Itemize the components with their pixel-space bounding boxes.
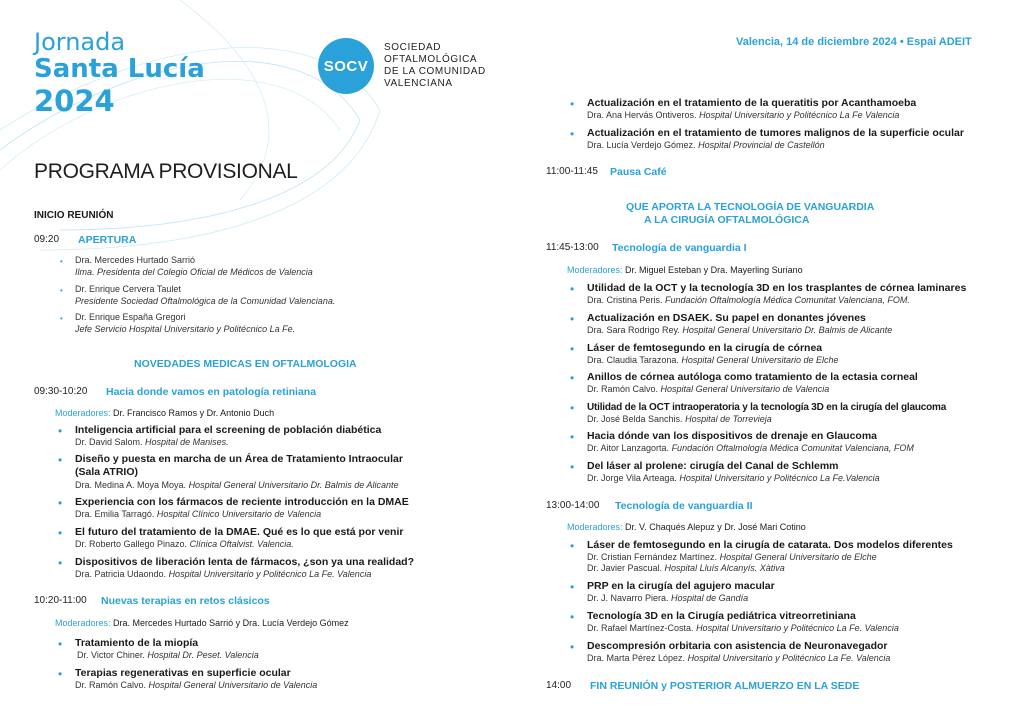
talk-speaker [75, 480, 398, 491]
talk-speaker [587, 414, 772, 425]
speaker-name: Dr. Rafael Martínez-Costa. [587, 623, 694, 633]
apertura-role [75, 267, 313, 278]
speaker-institution: Hospital Provincial de Castellón [698, 140, 825, 150]
bullet-icon: • [570, 127, 575, 141]
talk-speaker [587, 325, 892, 336]
talk-title: Utilidad de la OCT intraoperatoria y la tecnología 3D en la cirugía del glaucoma [587, 402, 947, 413]
bullet-icon: • [570, 312, 575, 326]
speaker-institution: Hospital Universitario y Politécnico La Fe.Valencia [679, 473, 880, 483]
bullet-icon: • [570, 460, 575, 474]
moderators-label: Moderadores: [55, 618, 111, 628]
apertura-label: APERTURA [78, 234, 137, 246]
speaker-institution: Hospital General Universitario Dr. Balmis de Alicante [682, 325, 893, 335]
talk-title: Inteligencia artificial para el screening de población diabética [75, 424, 382, 436]
bullet-icon: • [570, 610, 575, 624]
speaker-institution: Clínica Oftalvist. Valencia. [189, 539, 294, 549]
talk-speaker [75, 569, 371, 580]
talk-title: Tecnología 3D en la Cirugía pediátrica vitreorretiniana [587, 610, 856, 622]
talk-title: Actualización en el tratamiento de la queratitis por Acanthamoeba [587, 97, 917, 109]
speaker-name: Dra. Cristina Peris. [587, 295, 663, 305]
speaker-institution: Hospital General Universitario de Valencia [660, 384, 830, 394]
apertura-name: Dr. Enrique Cervera Taulet [75, 284, 181, 294]
talk-speaker [587, 563, 785, 574]
talk-speaker [587, 623, 899, 634]
speaker-institution: Hospital General Universitario de Elche [681, 355, 839, 365]
speaker-name: Dr. David Salom. [75, 437, 143, 447]
speaker-institution: Fundación Oftalmología Médica Comunitat Valenciana, FOM [671, 443, 914, 453]
pausa-label: Pausa Café [610, 166, 667, 178]
talk-title: Láser de femtosegundo en la cirugía de córnea [587, 342, 823, 354]
apertura-role-text: Jefe Servicio Hospital Universitario y Politécnico La Fe. [75, 324, 296, 334]
speaker-name: Dr. José Belda Sanchis. [587, 414, 683, 424]
apertura-name: Dr. Enrique España Gregori [75, 312, 186, 322]
apertura-role [75, 296, 335, 307]
moderators-label: Moderadores: [567, 265, 623, 275]
speaker-name: Dr. Victor Chiner. [77, 650, 145, 660]
speaker-name: Dr. Ramón Calvo. [75, 680, 147, 690]
moderators-names: Dr. V. Chaqués Alepuz y Dr. José Mari Cotino [625, 522, 806, 532]
session-title: Nuevas terapias en retos clásicos [101, 595, 270, 607]
talk-speaker [587, 593, 748, 604]
speaker-name: Dra. Marta Pérez López. [587, 653, 686, 663]
socv-logo: SOCV [318, 38, 374, 94]
speaker-institution: Hospital General Universitario de Valencia [148, 680, 318, 690]
speaker-institution: Hospital General Universitario Dr. Balmis de Alicante [188, 480, 399, 490]
apertura-role-text: Presidente Sociedad Oftalmológica de la Comunidad Valenciana. [75, 296, 336, 306]
session-time: 09:30-10:20 [34, 386, 88, 397]
speaker-institution: Hospital General Universitario de Elche [719, 552, 877, 562]
moderators [55, 408, 274, 418]
moderators [567, 522, 806, 532]
speaker-name: Dra. Ana Hervás Ontiveros. [587, 110, 697, 120]
society-line: VALENCIANA [384, 78, 453, 89]
session-time: 13:00-14:00 [546, 500, 600, 511]
talk-speaker [587, 295, 910, 306]
tech-heading: QUE APORTA LA TECNOLOGÍA DE VANGUARDIA [626, 201, 875, 213]
speaker-name: Dra. Sara Rodrigo Rey. [587, 325, 680, 335]
talk-title: Tratamiento de la miopía [75, 637, 199, 649]
tech-heading-cont: A LA CIRUGÍA OFTALMOLÓGICA [644, 214, 810, 226]
pausa-time: 11:00-11:45 [546, 166, 598, 177]
talk-speaker [587, 355, 838, 366]
speaker-name: Dra. Claudia Tarazona. [587, 355, 679, 365]
event-title-jornada: Jornada [34, 28, 126, 56]
talk-title: Utilidad de la OCT y la tecnología 3D en los trasplantes de córnea laminares [587, 282, 967, 294]
bullet-icon: • [570, 640, 575, 654]
bullet-icon: • [570, 282, 575, 296]
speaker-institution: Fundación Oftalmología Médica Comunitat Valenciana, FOM. [665, 295, 910, 305]
apertura-name: Dra. Mercedes Hurtado Sarrió [75, 255, 196, 265]
bullet-icon: • [58, 526, 63, 540]
speaker-name: Dr. Javier Pascual. [587, 563, 663, 573]
bullet-icon: • [570, 580, 575, 594]
speaker-institution: Hospital de Gandía [671, 593, 749, 603]
bullet-icon: • [570, 401, 575, 415]
session-title: Tecnología de vanguardia II [615, 500, 753, 512]
speaker-name: Dra. Medina A. Moya Moya. [75, 480, 187, 490]
apertura-time: 09:20 [34, 234, 60, 245]
speaker-name: Dra. Patricia Udaondo. [75, 569, 167, 579]
bullet-icon: • [570, 430, 575, 444]
bullet-icon: • [60, 257, 63, 266]
fin-time: 14:00 [546, 680, 572, 691]
talk-speaker [587, 110, 899, 121]
bullet-icon: • [58, 496, 63, 510]
speaker-name: Dr. Jorge Vila Arteaga. [587, 473, 677, 483]
moderators [55, 618, 349, 628]
speaker-institution: Hospital Clínico Universitario de Valencia [156, 509, 322, 519]
speaker-name: Dr. Ramón Calvo. [587, 384, 659, 394]
talk-title: Actualización en DSAEK. Su papel en donantes jóvenes [587, 312, 866, 324]
date-place: Valencia, 14 de diciembre 2024 • Espai ADEIT [736, 36, 972, 48]
talk-title: Terapias regenerativas en superficie ocular [75, 667, 291, 679]
talk-title: Anillos de córnea autóloga como tratamiento de la ectasia corneal [587, 371, 918, 383]
apertura-role-text: Ilma. Presidenta del Colegio Oficial de Médicos de Valencia [75, 267, 313, 277]
speaker-name: Dr. Aitor Lanzagorta. [587, 443, 670, 453]
moderators-names: Dra. Mercedes Hurtado Sarrió y Dra. Lucía Verdejo Gómez [113, 618, 349, 628]
talk-speaker [75, 437, 229, 448]
talk-speaker [75, 539, 294, 550]
talk-title: Descompresión orbitaria con asistencia de Neuronavegador [587, 640, 888, 652]
moderators-names: Dr. Miguel Esteban y Dra. Mayerling Suriano [625, 265, 803, 275]
bullet-icon: • [60, 314, 63, 323]
session-time: 10:20-11:00 [34, 595, 87, 606]
apertura-role [75, 324, 295, 335]
program-title: PROGRAMA PROVISIONAL [34, 160, 298, 183]
talk-title: Actualización en el tratamiento de tumores malignos de la superficie ocular [587, 127, 964, 139]
speaker-name: Dr. Roberto Gallego Pinazo. [75, 539, 188, 549]
talk-speaker [77, 650, 259, 661]
session-title: Tecnología de vanguardia I [612, 242, 747, 254]
society-name [384, 42, 486, 90]
speaker-name: Dra. Emilia Tarragó. [75, 509, 155, 519]
bullet-icon: • [60, 286, 63, 295]
society-line: SOCIEDAD [384, 42, 442, 53]
speaker-institution: Hospital Lluís Alcanyís. Xàtiva [664, 563, 785, 573]
speaker-institution: Hospital Universitario y Politécnico La Fe. Valencia [696, 623, 899, 633]
speaker-institution: Hospital de Torrevieja [685, 414, 772, 424]
speaker-name: Dr. J. Navarro Piera. [587, 593, 669, 603]
session-title: Hacia donde vamos en patología retiniana [106, 386, 317, 398]
event-title-santa-lucia: Santa Lucía [34, 54, 205, 84]
talk-speaker [587, 653, 890, 664]
talk-speaker [75, 509, 321, 520]
society-line: DE LA COMUNIDAD [384, 66, 486, 77]
bullet-icon: • [570, 342, 575, 356]
moderators-label: Moderadores: [567, 522, 623, 532]
speaker-institution: Hospital Universitario y Politécnico La Fe. Valencia [687, 653, 891, 663]
talk-speaker [587, 384, 829, 395]
talk-speaker [587, 140, 825, 151]
talk-title: Láser de femtosegundo en la cirugía de catarata. Dos modelos diferentes [587, 539, 953, 551]
bullet-icon: • [58, 667, 63, 681]
moderators-names: Dr. Francisco Ramos y Dr. Antonio Duch [113, 408, 275, 418]
speaker-institution: Hospital Dr. Peset. Valencia [147, 650, 259, 660]
fin-label: FIN REUNIÓN y POSTERIOR ALMUERZO EN LA SEDE [590, 680, 860, 692]
bullet-icon: • [570, 371, 575, 385]
talk-speaker [587, 473, 880, 484]
talk-title: PRP en la cirugía del agujero macular [587, 580, 775, 592]
talk-title: Hacia dónde van los dispositivos de drenaje en Glaucoma [587, 430, 878, 442]
talk-title: Diseño y puesta en marcha de un Área de Tratamiento Intraocular [75, 453, 403, 465]
speaker-name: Dra. Lucía Verdejo Gómez. [587, 140, 696, 150]
talk-title: Experiencia con los fármacos de reciente introducción en la DMAE [75, 496, 409, 508]
talk-title: Del láser al prolene: cirugía del Canal de Schlemm [587, 460, 839, 472]
talk-title: Dispositivos de liberación lenta de fármacos, ¿son ya una realidad? [75, 556, 415, 568]
talk-title: El futuro del tratamiento de la DMAE. Qué es lo que está por venir [75, 526, 404, 538]
session-time: 11:45-13:00 [546, 242, 599, 253]
talk-speaker [75, 680, 317, 691]
speaker-name: Dr. Cristian Fernández Martínez. [587, 552, 718, 562]
talk-speaker [587, 552, 877, 563]
bullet-icon: • [570, 539, 575, 553]
speaker-institution: Hospital Universitario y Politécnico La Fe. Valencia [168, 569, 372, 579]
society-line: OFTALMOLÓGICA [384, 54, 478, 65]
moderators [567, 265, 803, 275]
speaker-institution: Hospital de Manises. [145, 437, 229, 447]
bullet-icon: • [58, 424, 63, 438]
talk-title-cont: (Sala ATRIO) [75, 466, 139, 478]
novedades-heading: NOVEDADES MEDICAS EN OFTALMOLOGIA [134, 358, 357, 370]
bullet-icon: • [58, 453, 63, 467]
bullet-icon: • [58, 556, 63, 570]
inicio-reunion: INICIO REUNIÓN [34, 210, 114, 221]
speaker-institution: Hospital Universitario y Politécnico La Fe Valencia [699, 110, 900, 120]
bullet-icon: • [570, 97, 575, 111]
moderators-label: Moderadores: [55, 408, 111, 418]
talk-speaker [587, 443, 914, 454]
event-year: 2024 [34, 84, 115, 118]
bullet-icon: • [58, 637, 63, 651]
